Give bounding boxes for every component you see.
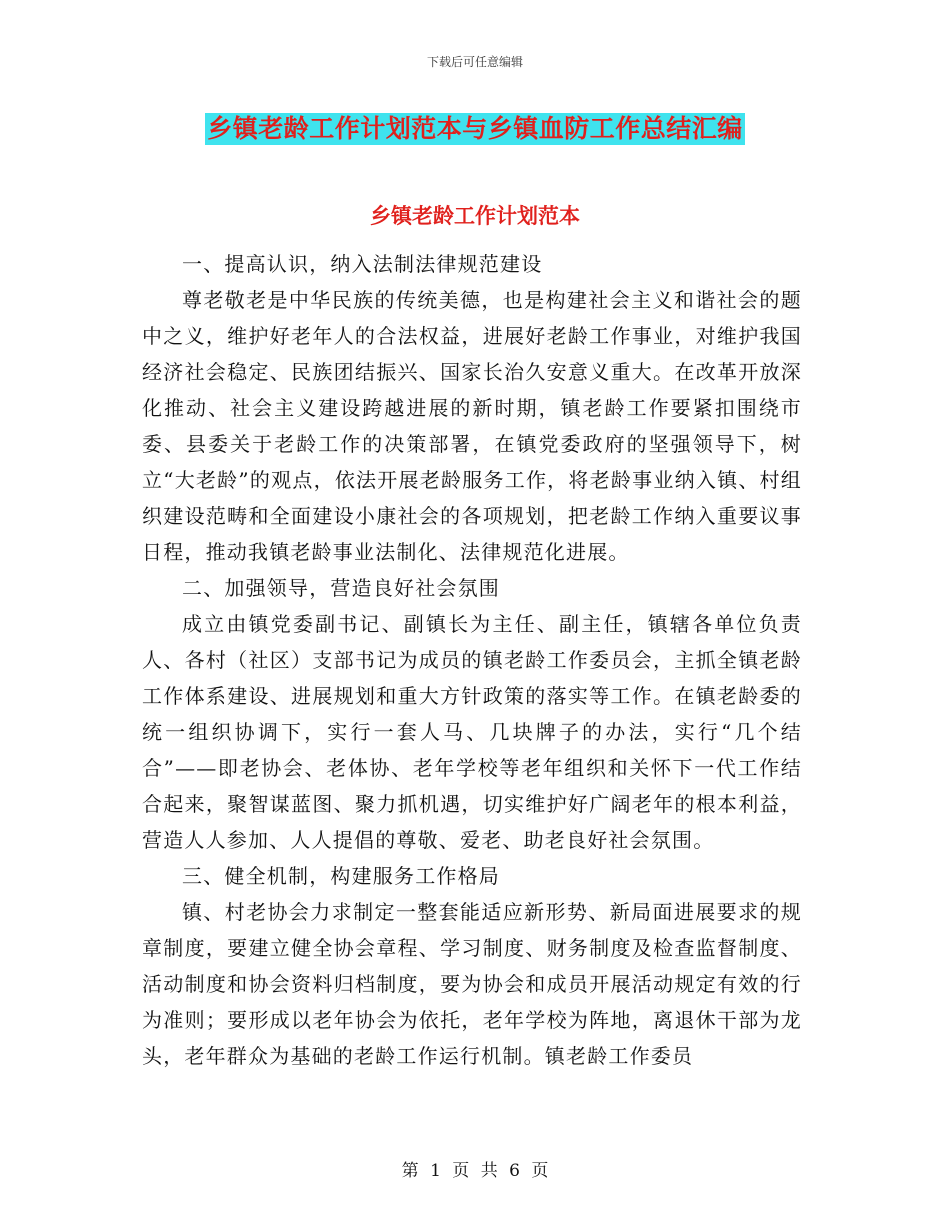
paragraph-3: 镇、村老协会力求制定一整套能适应新形势、新局面进展要求的规章制度，要建立健全协会章程、学习制度、财务制度及检查监督制度、活动制度和协会资料归档制度，要为协会和成员开展活动规定有效的行为准则；要形成以老年协会为依托，老年学校为阵地，离退休干部为龙头，老年群众为基础的老龄工作运行机制。镇老龄工作委员 [142, 900, 802, 1068]
page-footer: 第 1 页 共 6 页 [401, 1161, 549, 1181]
section-heading-1: 一、提高认识，纳入法制法律规范建设 [182, 252, 543, 276]
paragraph-1: 尊老敬老是中华民族的传统美德，也是构建社会主义和谐社会的题中之义，维护好老年人的合法权益，进展好老龄工作事业，对维护我国经济社会稳定、民族团结振兴、国家长治久安意义重大。在改革开放深化推动、社会主义建设跨越进展的新时期，镇老龄工作要紧扣围绕市委、县委关于老龄工作的决策部署，在镇党委政府的坚强领导下，树立“大老龄”的观点，依法开展老龄服务工作，将老龄事业纳入镇、村组织建设范畴和全面建设小康社会的各项规划，把老龄工作纳入重要议事日程，推动我镇老龄事业法制化、法律规范化进展。 [142, 288, 802, 564]
main-title-wrap [0, 113, 950, 145]
header-note: 下载后可任意编辑 [426, 55, 523, 69]
section-heading-2: 二、加强领导，营造良好社会氛围 [182, 576, 500, 600]
section-title: 乡镇老龄工作计划范本 [370, 204, 580, 228]
paragraph-2: 成立由镇党委副书记、副镇长为主任、副主任，镇辖各单位负责人、各村（社区）支部书记为成员的镇老龄工作委员会，主抓全镇老龄工作体系建设、进展规划和重大方针政策的落实等工作。在镇老龄委的统一组织协调下，实行一套人马、几块牌子的办法，实行“几个结合”——即老协会、老体协、老年学校等老年组织和关怀下一代工作结合起来，聚智谋蓝图、聚力抓机遇，切实维护好广阔老年的根本利益，营造人人参加、人人提倡的尊敬、爱老、助老良好社会氛围。 [142, 612, 802, 852]
document-title: 乡镇老龄工作计划范本与乡镇血防工作总结汇编 [207, 114, 743, 143]
document-body [142, 246, 802, 1074]
section-heading-3: 三、健全机制，构建服务工作格局 [182, 864, 500, 888]
